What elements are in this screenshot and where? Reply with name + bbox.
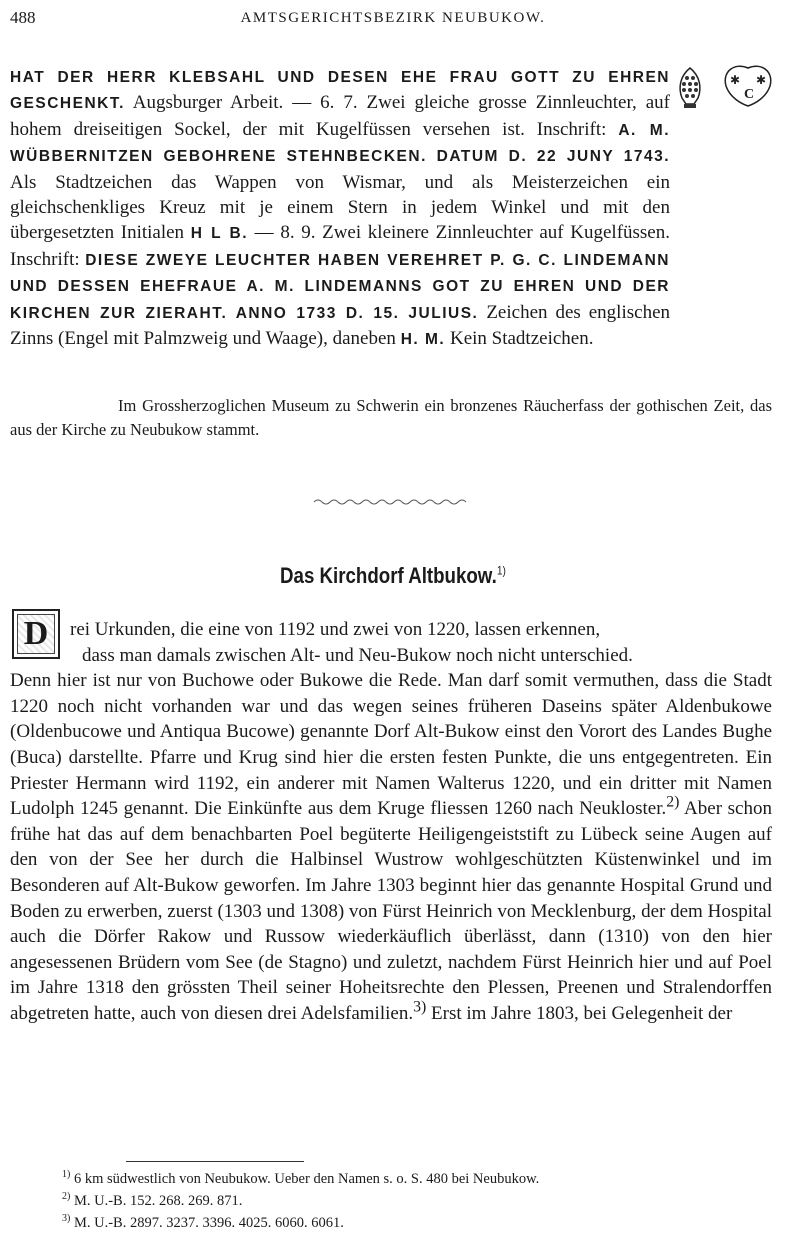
- body-text-b: Aber schon frühe hat das auf dem benachbarten Poel begüterte Heiligengeiststift zu Lübeck seine Augen auf den von der See her durch die Halbinsel Wustrow wohlgeschützten Küstenwinkel und im Besonderen auf Alt-Bukow geworfen. Im Jahre 1303 beginnt hier das genannte Hospital Grund und Boden zu erwerben, zuerst (1303 und 1308) von Fürst Heinrich von Mecklenburg, der dem Hospital auch die Dörfer Rakow und Russow wiederkäuflich überlässt, dann (1310) von den hier angesessenen Brüdern vom See (de Stagno) und zuletzt, nachdem Fürst Heinrich hier und auf Poel im Jahre 1318 den grössten Theil seiner Hoheitsrechte den Plessen, Preenen und Stralendorffen abgetreten hatte, auch von diesen drei Adelsfamilien.: [10, 798, 772, 1024]
- footnote-text: 6 km südwestlich von Neubukow. Ueber den Namen s. o. S. 480 bei Neubukow.: [70, 1171, 540, 1187]
- text-3: — 8. 9. Zwei kleinere Zinnleuchter auf Kugelfüssen. Inschrift:: [10, 222, 670, 270]
- wavy-divider-icon: [312, 496, 472, 508]
- footnote-item: [62, 1168, 772, 1190]
- svg-text:✱: ✱: [756, 73, 767, 87]
- text-2: Als Stadtzeichen das Wappen von Wismar, und als Meisterzeichen ein gleichschenkliges Kreuz mit je einem Stern in jedem Winkel und mit den übergesetzten Initialen: [10, 171, 670, 244]
- footnote-rule: [126, 1161, 304, 1162]
- museum-note: Im Grossherzoglichen Museum zu Schwerin ein bronzenes Räucherfass der gothischen Zeit, das aus der Kirche zu Neubukow stammt.: [10, 396, 772, 439]
- footnote-mark: 2): [62, 1191, 71, 1203]
- footnote-mark: 1): [62, 1169, 71, 1181]
- text-4: Zeichen des englischen Zinns (Engel mit Palmzweig und Waage), daneben: [10, 301, 670, 350]
- section-title-text: Das Kirchdorf Altbukow.: [280, 563, 497, 588]
- body-text-a: Denn hier ist nur von Buchowe oder Bukowe die Rede. Man darf somit vermuthen, dass die Stadt 1220 noch nicht vorhanden war und das wegen seines früheren Daseins später Aldenbukowe (Oldenbucowe und Antiqua Bucowe) genannte Dorf Alt-Bukow einst den Vorort des Landes Bughe (Buca) darstellte. Pfarre und Krug sind hier die ersten festen Punkte, die uns entgegentreten. Ein Priester Hermann wird 1192, ein anderer mit Namen Walterus 1220, und ein dritter mit Namen Ludolph 1245 genannt. Die Einkünfte aus dem Kruge fliessen 1260 nach Neukloster.: [10, 670, 772, 820]
- footnotes: [62, 1168, 772, 1234]
- inscription-4: DIESE ZWEYE LEUCHTER HABEN VEREHRET P. G. C. LINDEMANN UND DESSEN EHEFRAUE A. M. LINDEMANNS GOT ZU EHREN UND DER KIRCHEN ZUR ZIERAHT. ANNO 1733 D. 15. JULIUS.: [10, 251, 670, 322]
- section-title: [59, 563, 727, 589]
- footnote-item: [62, 1190, 772, 1212]
- text-1: Augsburger Arbeit. — 6. 7. Zwei gleiche grosse Zinnleuchter, auf hohem dreiseitigen Sockel, der mit Kugelfüssen versehen ist. Inschrift:: [10, 92, 670, 140]
- footnote-mark: 3): [62, 1213, 71, 1225]
- svg-text:✱: ✱: [730, 73, 741, 87]
- inventory-paragraph: [10, 64, 670, 352]
- body-paragraph: [10, 617, 772, 1027]
- footnote-ref-1: 1): [496, 563, 506, 578]
- page-header: [10, 8, 776, 34]
- footnote-text: M. U.-B. 2897. 3237. 3396. 4025. 6060. 6061.: [70, 1215, 344, 1231]
- inscription-2: A. M. WÜBBERNITZEN GEBOHRENE STEHNBECKEN. DATUM D. 22 JUNY 1743.: [10, 121, 670, 166]
- cross-star-mark-icon: [720, 64, 776, 108]
- footnote-item: [62, 1212, 772, 1234]
- page-number: 488: [10, 8, 36, 27]
- running-head: AMTSGERICHTSBEZIRK NEUBUKOW.: [240, 10, 546, 26]
- body-text-c: Erst im Jahre 1803, bei Gelegenheit der: [426, 1002, 733, 1024]
- inscription-5: H. M.: [400, 331, 446, 349]
- inscription-1: HAT DER HERR KLEBSAHL UND DESEN EHE FRAU GOTT ZU EHREN GESCHENKT.: [10, 69, 670, 113]
- footnote-ref-3: 3): [413, 998, 427, 1016]
- body-line-2: dass man damals zwischen Alt- und Neu-Bukow noch nicht unterschied.: [82, 644, 633, 666]
- footnote-ref-2: 2): [666, 793, 680, 811]
- stamp-letter: C: [744, 87, 755, 102]
- text-5: Kein Stadtzeichen.: [445, 328, 594, 350]
- footnote-text: M. U.-B. 152. 268. 269. 871.: [70, 1193, 243, 1209]
- dropcap-letter: D: [17, 614, 55, 654]
- body-line-1: rei Urkunden, die eine von 1192 und zwei von 1220, lassen erkennen,: [70, 619, 601, 640]
- body-rest: [10, 668, 772, 1026]
- inscription-3: H L B.: [190, 225, 249, 243]
